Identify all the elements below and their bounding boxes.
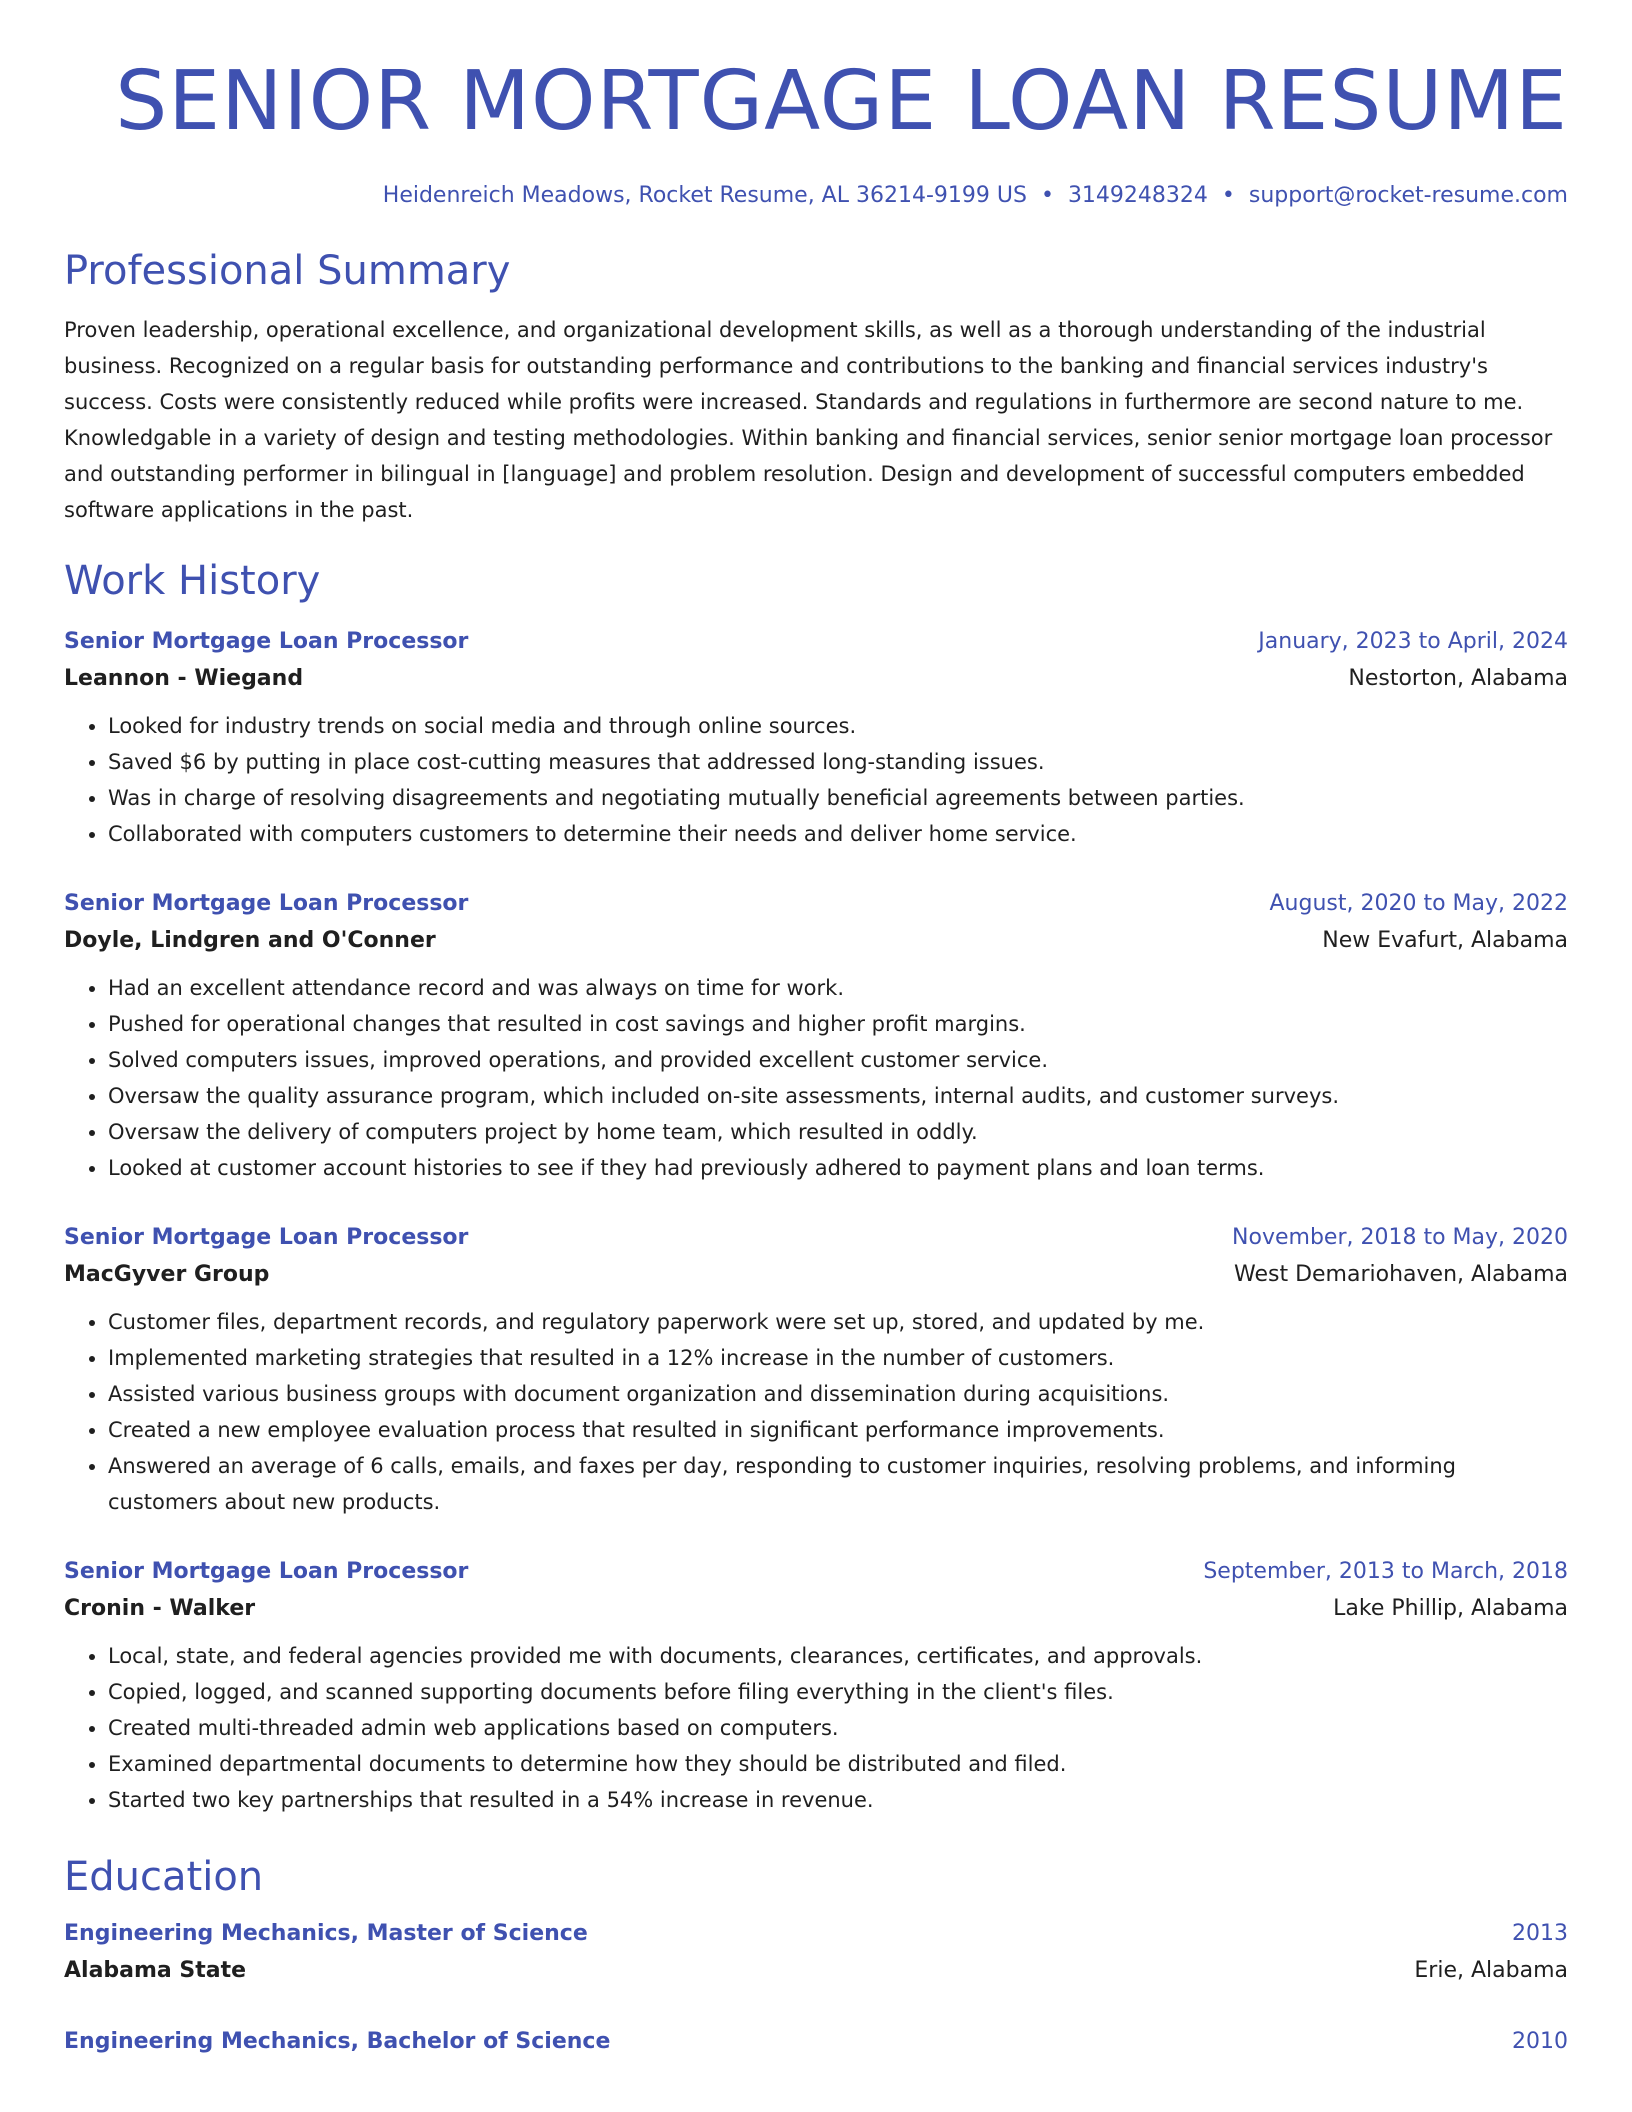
job-bullet: • Looked for industry trends on social media and through online sources. <box>108 708 1568 744</box>
job-role: Senior Mortgage Loan Processor <box>64 1225 469 1250</box>
job-entry <box>64 624 1568 852</box>
job-dates: August, 2020 to May, 2022 <box>1269 891 1568 916</box>
work-history-list <box>64 624 1568 1818</box>
job-bullet: • Examined departmental documents to determine how they should be distributed and filed. <box>108 1746 1568 1782</box>
work-history-heading: Work History <box>64 558 321 604</box>
job-bullet: • Started two key partnerships that resulted in a 54% increase in revenue. <box>108 1782 1568 1818</box>
job-bullet: • Collaborated with computers customers to determine their needs and deliver home service. <box>108 816 1568 852</box>
education-entry <box>64 1916 1568 1990</box>
job-bullet: • Answered an average of 6 calls, emails, and faxes per day, responding to customer inquiries, resolving problems, and informing customers about new products. <box>108 1448 1568 1520</box>
job-role: Senior Mortgage Loan Processor <box>64 1559 469 1584</box>
contact-phone[interactable]: 3149248324 <box>1067 183 1208 208</box>
contact-separator: • <box>1221 183 1235 208</box>
job-bullet: • Created a new employee evaluation process that resulted in significant performance improvements. <box>108 1412 1568 1448</box>
job-dates: November, 2018 to May, 2020 <box>1232 1225 1568 1250</box>
job-company: Cronin - Walker <box>64 1596 256 1621</box>
job-role: Senior Mortgage Loan Processor <box>64 891 469 916</box>
job-bullet: • Solved computers issues, improved operations, and provided excellent customer service. <box>108 1042 1568 1078</box>
job-bullet: • Assisted various business groups with document organization and dissemination during acquisitions. <box>108 1376 1568 1412</box>
job-bullet: • Pushed for operational changes that resulted in cost savings and higher profit margins. <box>108 1006 1568 1042</box>
summary-text: Proven leadership, operational excellence, and organizational development skills, as well as a thorough understanding of the industrial business. Recognized on a regular basis for outstanding performance and contributions to the banking and financial services industry's success. Costs were consistently reduced while profits were increased. Standards and regulations in furthermore are second nature to me. Knowledgable in a variety of design and testing methodologies. Within banking and financial services, senior senior mortgage loan processor and outstanding performer in bilingual in [language] and problem resolution. Design and development of successful computers embedded software applications in the past. <box>64 318 1553 522</box>
job-bullet: • Copied, logged, and scanned supporting documents before filing everything in the client's files. <box>108 1674 1568 1710</box>
job-bullet: • Oversaw the quality assurance program, which included on-site assessments, internal audits, and customer surveys. <box>108 1078 1568 1114</box>
job-location: Nestorton, Alabama <box>1348 666 1568 691</box>
job-bullet: • Local, state, and federal agencies provided me with documents, clearances, certificates, and approvals. <box>108 1638 1568 1674</box>
contact-address: Heidenreich Meadows, Rocket Resume, AL 36214-9199 US <box>382 183 1027 208</box>
resume-page <box>64 0 1568 2060</box>
job-bullet: • Was in charge of resolving disagreements and negotiating mutually beneficial agreements between parties. <box>108 780 1568 816</box>
job-location: New Evafurt, Alabama <box>1322 928 1568 953</box>
resume-title: SENIOR MORTGAGE LOAN RESUME <box>115 54 1568 149</box>
job-bullets <box>64 708 1568 852</box>
job-bullet: • Implemented marketing strategies that resulted in a 12% increase in the number of customers. <box>108 1340 1568 1376</box>
job-entry <box>64 1554 1568 1818</box>
education-school: Alabama State <box>64 1958 247 1983</box>
education-degree: Engineering Mechanics, Master of Science <box>64 1921 588 1946</box>
job-entry <box>64 886 1568 1186</box>
job-dates: January, 2023 to April, 2024 <box>1258 629 1568 654</box>
contact-email[interactable]: support@rocket-resume.com <box>1248 183 1568 208</box>
education-year: 2010 <box>1512 2029 1568 2054</box>
job-location: West Demariohaven, Alabama <box>1234 1262 1568 1287</box>
job-bullet: • Oversaw the delivery of computers project by home team, which resulted in oddly. <box>108 1114 1568 1150</box>
education-location: Erie, Alabama <box>1414 1958 1568 1983</box>
job-company: Doyle, Lindgren and O'Conner <box>64 928 436 953</box>
job-bullets <box>64 1304 1568 1520</box>
job-bullet: • Customer files, department records, and regulatory paperwork were set up, stored, and updated by me. <box>108 1304 1568 1340</box>
job-location: Lake Phillip, Alabama <box>1333 1596 1568 1621</box>
contact-line <box>64 180 1568 212</box>
job-bullet: • Had an excellent attendance record and was always on time for work. <box>108 970 1568 1006</box>
job-company: MacGyver Group <box>64 1262 270 1287</box>
job-bullet: • Created multi-threaded admin web applications based on computers. <box>108 1710 1568 1746</box>
job-dates: September, 2013 to March, 2018 <box>1203 1559 1568 1584</box>
job-bullets <box>64 1638 1568 1818</box>
education-year: 2013 <box>1512 1921 1568 1946</box>
job-entry <box>64 1220 1568 1520</box>
education-heading: Education <box>64 1854 264 1900</box>
job-company: Leannon - Wiegand <box>64 666 304 691</box>
contact-separator: • <box>1040 183 1054 208</box>
education-entry <box>64 2024 1568 2060</box>
education-degree: Engineering Mechanics, Bachelor of Science <box>64 2029 611 2054</box>
job-bullet: • Saved $6 by putting in place cost-cutting measures that addressed long-standing issues. <box>108 744 1568 780</box>
job-bullet: • Looked at customer account histories to see if they had previously adhered to payment plans and loan terms. <box>108 1150 1568 1186</box>
job-role: Senior Mortgage Loan Processor <box>64 629 469 654</box>
summary-heading: Professional Summary <box>64 248 511 294</box>
job-bullets <box>64 970 1568 1186</box>
